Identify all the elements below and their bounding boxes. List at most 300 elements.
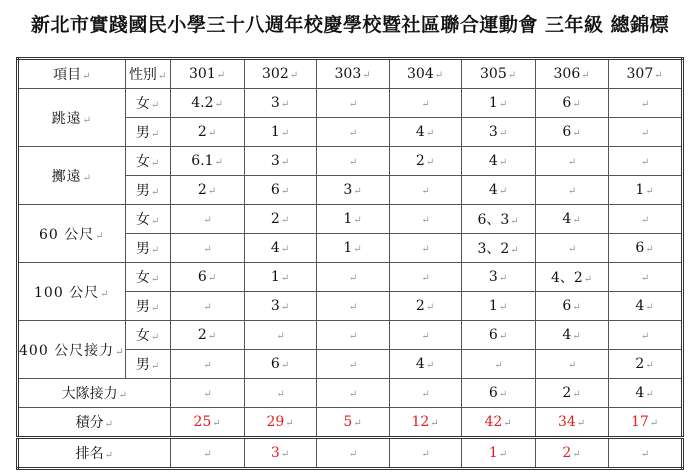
result-cell bbox=[535, 147, 608, 176]
paragraph-mark: ↵ bbox=[498, 128, 508, 139]
result-cell-text: 1 bbox=[488, 95, 498, 111]
score-label bbox=[18, 408, 171, 438]
header-class bbox=[244, 59, 316, 89]
result-cell bbox=[316, 321, 389, 350]
paragraph-mark: ↵ bbox=[421, 215, 430, 226]
result-cell bbox=[608, 263, 682, 292]
paragraph-mark: ↵ bbox=[289, 70, 299, 81]
result-cell bbox=[608, 176, 682, 205]
result-cell-text: 6 bbox=[488, 327, 498, 343]
paragraph-mark: ↵ bbox=[498, 302, 508, 313]
paragraph-mark: ↵ bbox=[207, 273, 217, 284]
result-cell-text: 3 bbox=[488, 124, 498, 140]
result-cell bbox=[170, 118, 244, 147]
paragraph-mark: ↵ bbox=[348, 449, 358, 460]
paragraph-mark: ↵ bbox=[280, 186, 290, 197]
gender-cell bbox=[125, 118, 170, 147]
header-class bbox=[535, 59, 608, 89]
header-class bbox=[389, 59, 461, 89]
result-cell-text: 2 bbox=[197, 182, 207, 198]
result-cell-text: 4 bbox=[488, 182, 498, 198]
result-cell bbox=[170, 176, 244, 205]
result-cell-text: 2 bbox=[635, 356, 645, 372]
paragraph-mark: ↵ bbox=[150, 158, 160, 169]
rank-cell bbox=[535, 438, 608, 469]
event-name bbox=[18, 263, 126, 321]
table-row bbox=[18, 263, 683, 292]
paragraph-mark: ↵ bbox=[280, 215, 290, 226]
paragraph-mark: ↵ bbox=[498, 157, 508, 168]
paragraph-mark: ↵ bbox=[640, 128, 650, 139]
result-cell bbox=[535, 292, 608, 321]
result-cell bbox=[608, 321, 682, 350]
paragraph-mark: ↵ bbox=[115, 346, 125, 358]
paragraph-mark: ↵ bbox=[203, 360, 212, 371]
relay-cell bbox=[244, 379, 316, 408]
result-cell bbox=[170, 234, 244, 263]
result-cell-text: 6 bbox=[562, 124, 572, 140]
result-cell-text: 1 bbox=[343, 211, 353, 227]
paragraph-mark: ↵ bbox=[150, 274, 160, 285]
header-row bbox=[18, 59, 683, 89]
paragraph-mark: ↵ bbox=[353, 418, 362, 429]
result-cell bbox=[316, 350, 389, 379]
header-class-text: 302 bbox=[262, 66, 289, 82]
paragraph-mark: ↵ bbox=[82, 114, 92, 126]
result-cell bbox=[244, 350, 316, 379]
event-name bbox=[18, 89, 126, 147]
result-cell-text: 3 bbox=[270, 153, 280, 169]
result-cell bbox=[316, 234, 389, 263]
paragraph-mark: ↵ bbox=[216, 70, 226, 81]
relay-cell bbox=[316, 379, 389, 408]
paragraph-mark: ↵ bbox=[572, 128, 581, 139]
result-cell bbox=[535, 234, 608, 263]
paragraph-mark: ↵ bbox=[280, 449, 290, 460]
result-cell-text: 1 bbox=[635, 182, 645, 198]
gender-cell-text: 女 bbox=[135, 270, 150, 286]
result-cell bbox=[461, 176, 535, 205]
rank-cell bbox=[608, 438, 682, 469]
paragraph-mark: ↵ bbox=[583, 274, 593, 285]
paragraph-mark: ↵ bbox=[348, 157, 358, 168]
paragraph-mark: ↵ bbox=[640, 215, 650, 226]
gender-cell bbox=[125, 205, 170, 234]
result-cell bbox=[608, 292, 682, 321]
paragraph-mark: ↵ bbox=[567, 360, 577, 371]
result-cell bbox=[244, 292, 316, 321]
result-cell bbox=[316, 263, 389, 292]
result-cell bbox=[316, 292, 389, 321]
score-cell bbox=[535, 408, 608, 438]
result-cell bbox=[389, 176, 461, 205]
relay-cell bbox=[389, 379, 461, 408]
result-cell bbox=[389, 321, 461, 350]
result-cell bbox=[244, 118, 316, 147]
paragraph-mark: ↵ bbox=[645, 186, 654, 197]
result-cell bbox=[170, 321, 244, 350]
paragraph-mark: ↵ bbox=[280, 360, 290, 371]
paragraph-mark: ↵ bbox=[95, 230, 105, 242]
paragraph-mark: ↵ bbox=[572, 449, 581, 460]
table-row bbox=[18, 89, 683, 118]
header-class bbox=[608, 59, 682, 89]
header-class bbox=[170, 59, 244, 89]
paragraph-mark: ↵ bbox=[157, 71, 167, 82]
gender-cell-text: 女 bbox=[135, 328, 150, 344]
result-cell-text: 1 bbox=[270, 124, 280, 140]
result-cell-text: 6 bbox=[562, 95, 572, 111]
result-cell bbox=[244, 234, 316, 263]
paragraph-mark: ↵ bbox=[348, 273, 358, 284]
result-cell bbox=[461, 118, 535, 147]
paragraph-mark: ↵ bbox=[425, 360, 435, 371]
result-cell bbox=[244, 263, 316, 292]
paragraph-mark: ↵ bbox=[421, 389, 430, 400]
event-name-text: 100 公尺 bbox=[34, 284, 100, 301]
score-row bbox=[18, 408, 683, 438]
result-cell-text: 2 bbox=[197, 124, 207, 140]
paragraph-mark: ↵ bbox=[280, 157, 290, 168]
result-cell bbox=[170, 89, 244, 118]
result-cell bbox=[170, 350, 244, 379]
result-cell bbox=[316, 147, 389, 176]
paragraph-mark: ↵ bbox=[348, 128, 358, 139]
score-cell-text: 34 bbox=[557, 414, 576, 430]
paragraph-mark: ↵ bbox=[280, 302, 290, 313]
event-name bbox=[18, 205, 126, 263]
paragraph-mark: ↵ bbox=[353, 186, 362, 197]
relay-cell-text: 4 bbox=[635, 385, 645, 401]
paragraph-mark: ↵ bbox=[503, 418, 512, 429]
result-cell-text: 3 bbox=[488, 269, 498, 285]
table-row bbox=[18, 147, 683, 176]
result-cell bbox=[535, 263, 608, 292]
result-cell bbox=[461, 321, 535, 350]
result-cell bbox=[461, 89, 535, 118]
relay-cell bbox=[461, 379, 535, 408]
paragraph-mark: ↵ bbox=[421, 99, 430, 110]
result-cell-text: 4 bbox=[488, 153, 498, 169]
paragraph-mark: ↵ bbox=[640, 157, 650, 168]
result-cell-text: 2 bbox=[197, 327, 207, 343]
gender-cell-text: 男 bbox=[135, 241, 150, 257]
rank-cell bbox=[170, 438, 244, 469]
paragraph-mark: ↵ bbox=[276, 389, 285, 400]
paragraph-mark: ↵ bbox=[207, 128, 217, 139]
paragraph-mark: ↵ bbox=[510, 245, 519, 256]
result-cell-text: 6.1 bbox=[191, 153, 214, 169]
paragraph-mark: ↵ bbox=[654, 70, 663, 81]
result-cell bbox=[461, 263, 535, 292]
score-cell bbox=[244, 408, 316, 438]
relay-label-text: 大隊接力 bbox=[61, 386, 118, 402]
relay-cell bbox=[170, 379, 244, 408]
rank-label-text: 排名 bbox=[75, 446, 104, 462]
header-class-text: 306 bbox=[553, 66, 581, 82]
header-event-text: 項目 bbox=[53, 67, 82, 83]
paragraph-mark: ↵ bbox=[348, 389, 358, 400]
result-cell bbox=[244, 205, 316, 234]
result-cell bbox=[170, 205, 244, 234]
paragraph-mark: ↵ bbox=[572, 302, 581, 313]
result-cell bbox=[316, 118, 389, 147]
paragraph-mark: ↵ bbox=[150, 332, 160, 343]
result-cell bbox=[170, 147, 244, 176]
result-cell-text: 4 bbox=[635, 298, 645, 314]
paragraph-mark: ↵ bbox=[425, 128, 435, 139]
paragraph-mark: ↵ bbox=[280, 128, 290, 139]
paragraph-mark: ↵ bbox=[100, 288, 110, 300]
result-cell-text: 1 bbox=[270, 269, 280, 285]
result-cell-text: 1 bbox=[488, 298, 498, 314]
table-row bbox=[18, 205, 683, 234]
result-cell-text: 4 bbox=[415, 124, 425, 140]
paragraph-mark: ↵ bbox=[425, 157, 435, 168]
result-cell bbox=[608, 205, 682, 234]
paragraph-mark: ↵ bbox=[150, 216, 160, 227]
paragraph-mark: ↵ bbox=[214, 99, 223, 110]
paragraph-mark: ↵ bbox=[353, 244, 362, 255]
score-label-text: 積分 bbox=[75, 415, 104, 431]
event-name bbox=[18, 147, 126, 205]
result-cell-text: 4 bbox=[415, 356, 425, 372]
result-cell-text: 4.2 bbox=[191, 95, 214, 111]
result-cell-text: 4 bbox=[270, 240, 280, 256]
paragraph-mark: ↵ bbox=[362, 70, 371, 81]
paragraph-mark: ↵ bbox=[581, 70, 590, 81]
paragraph-mark: ↵ bbox=[498, 99, 508, 110]
paragraph-mark: ↵ bbox=[348, 331, 358, 342]
result-cell bbox=[608, 234, 682, 263]
paragraph-mark: ↵ bbox=[348, 99, 358, 110]
paragraph-mark: ↵ bbox=[567, 157, 577, 168]
result-cell-text: 4 bbox=[562, 327, 572, 343]
relay-cell bbox=[608, 379, 682, 408]
result-cell-text: 4 bbox=[562, 211, 572, 227]
rank-cell bbox=[316, 438, 389, 469]
paragraph-mark: ↵ bbox=[207, 186, 217, 197]
paragraph-mark: ↵ bbox=[203, 215, 212, 226]
paragraph-mark: ↵ bbox=[430, 418, 439, 429]
header-gender-text: 性別 bbox=[128, 67, 157, 83]
header-class bbox=[316, 59, 389, 89]
result-cell-text: 2 bbox=[415, 153, 425, 169]
result-cell bbox=[389, 234, 461, 263]
result-cell bbox=[535, 350, 608, 379]
paragraph-mark: ↵ bbox=[567, 186, 577, 197]
result-cell bbox=[535, 321, 608, 350]
gender-cell bbox=[125, 321, 170, 350]
paragraph-mark: ↵ bbox=[645, 389, 654, 400]
gender-cell bbox=[125, 234, 170, 263]
paragraph-mark: ↵ bbox=[203, 449, 212, 460]
score-cell bbox=[389, 408, 461, 438]
gender-cell-text: 男 bbox=[135, 183, 150, 199]
paragraph-mark: ↵ bbox=[203, 244, 212, 255]
paragraph-mark: ↵ bbox=[572, 99, 581, 110]
result-cell bbox=[535, 176, 608, 205]
rank-cell-text: 2 bbox=[562, 445, 572, 461]
paragraph-mark: ↵ bbox=[348, 360, 358, 371]
gender-cell-text: 女 bbox=[135, 154, 150, 170]
paragraph-mark: ↵ bbox=[434, 70, 444, 81]
gender-cell-text: 男 bbox=[135, 299, 150, 315]
gender-cell bbox=[125, 89, 170, 118]
paragraph-mark: ↵ bbox=[203, 389, 212, 400]
relay-row bbox=[18, 379, 683, 408]
result-cell bbox=[608, 147, 682, 176]
header-class-text: 304 bbox=[407, 66, 434, 82]
paragraph-mark: ↵ bbox=[104, 450, 113, 461]
relay-cell bbox=[535, 379, 608, 408]
paragraph-mark: ↵ bbox=[421, 449, 430, 460]
result-cell bbox=[170, 263, 244, 292]
result-cell bbox=[461, 350, 535, 379]
result-cell-text: 3 bbox=[343, 182, 353, 198]
paragraph-mark: ↵ bbox=[640, 273, 650, 284]
result-cell-text: 6、3 bbox=[477, 212, 510, 228]
relay-cell-text: 6 bbox=[488, 385, 498, 401]
result-cell bbox=[244, 176, 316, 205]
header-class-text: 307 bbox=[626, 66, 654, 82]
paragraph-mark: ↵ bbox=[645, 360, 654, 371]
paragraph-mark: ↵ bbox=[150, 303, 160, 314]
paragraph-mark: ↵ bbox=[649, 418, 659, 429]
result-cell bbox=[608, 89, 682, 118]
paragraph-mark: ↵ bbox=[572, 215, 581, 226]
paragraph-mark: ↵ bbox=[572, 331, 581, 342]
score-cell-text: 42 bbox=[484, 414, 503, 430]
paragraph-mark: ↵ bbox=[276, 331, 285, 342]
paragraph-mark: ↵ bbox=[421, 244, 430, 255]
result-cell bbox=[316, 89, 389, 118]
header-event bbox=[18, 59, 126, 89]
paragraph-mark: ↵ bbox=[150, 129, 160, 140]
document-title: 新北市實踐國民小學三十八週年校慶學校暨社區聯合運動會 三年級 總錦標 bbox=[30, 14, 670, 36]
result-cell bbox=[389, 118, 461, 147]
result-cell bbox=[461, 234, 535, 263]
score-cell bbox=[316, 408, 389, 438]
event-name-text: 400 公尺接力 bbox=[19, 342, 115, 359]
result-cell bbox=[389, 205, 461, 234]
result-cell bbox=[608, 118, 682, 147]
gender-cell-text: 女 bbox=[135, 212, 150, 228]
paragraph-mark: ↵ bbox=[510, 216, 519, 227]
result-cell bbox=[389, 350, 461, 379]
paragraph-mark: ↵ bbox=[207, 331, 217, 342]
gender-cell bbox=[125, 292, 170, 321]
score-cell bbox=[170, 408, 244, 438]
score-cell-text: 5 bbox=[343, 414, 353, 430]
result-cell-text: 3、2 bbox=[477, 241, 510, 257]
paragraph-mark: ↵ bbox=[150, 187, 160, 198]
result-cell-text: 6 bbox=[562, 298, 572, 314]
result-cell bbox=[170, 292, 244, 321]
result-cell-text: 3 bbox=[270, 95, 280, 111]
header-class-text: 301 bbox=[189, 66, 216, 82]
paragraph-mark: ↵ bbox=[640, 331, 650, 342]
paragraph-mark: ↵ bbox=[425, 302, 435, 313]
header-class-text: 305 bbox=[480, 66, 507, 82]
gender-cell bbox=[125, 147, 170, 176]
paragraph-mark: ↵ bbox=[214, 157, 223, 168]
paragraph-mark: ↵ bbox=[280, 99, 290, 110]
header-gender bbox=[125, 59, 170, 89]
header-class bbox=[461, 59, 535, 89]
paragraph-mark: ↵ bbox=[498, 186, 508, 197]
paragraph-mark: ↵ bbox=[421, 331, 430, 342]
score-cell-text: 25 bbox=[193, 414, 212, 430]
result-cell-text: 2 bbox=[415, 298, 425, 314]
result-cell bbox=[535, 118, 608, 147]
event-name-text: 跳遠 bbox=[51, 110, 82, 127]
rank-cell bbox=[461, 438, 535, 469]
score-cell-text: 17 bbox=[630, 414, 649, 430]
score-table bbox=[16, 57, 684, 470]
paragraph-mark: ↵ bbox=[104, 419, 113, 430]
result-cell bbox=[535, 89, 608, 118]
paragraph-mark: ↵ bbox=[150, 100, 160, 111]
result-cell-text: 6 bbox=[270, 356, 280, 372]
result-cell bbox=[244, 147, 316, 176]
result-cell-text: 2 bbox=[270, 211, 280, 227]
paragraph-mark: ↵ bbox=[203, 302, 212, 313]
paragraph-mark: ↵ bbox=[645, 302, 654, 313]
paragraph-mark: ↵ bbox=[498, 273, 508, 284]
paragraph-mark: ↵ bbox=[118, 390, 127, 401]
result-cell bbox=[389, 263, 461, 292]
paragraph-mark: ↵ bbox=[82, 71, 91, 82]
result-cell bbox=[389, 147, 461, 176]
event-name-text: 擲遠 bbox=[51, 168, 82, 185]
score-cell bbox=[608, 408, 682, 438]
paragraph-mark: ↵ bbox=[640, 99, 650, 110]
rank-row bbox=[18, 438, 683, 469]
gender-cell-text: 女 bbox=[135, 96, 150, 112]
relay-cell-text: 2 bbox=[562, 385, 572, 401]
rank-cell bbox=[244, 438, 316, 469]
paragraph-mark: ↵ bbox=[507, 70, 517, 81]
paragraph-mark: ↵ bbox=[421, 186, 430, 197]
result-cell bbox=[461, 292, 535, 321]
paragraph-mark: ↵ bbox=[576, 418, 586, 429]
result-cell bbox=[244, 321, 316, 350]
score-cell-text: 29 bbox=[266, 414, 285, 430]
result-cell bbox=[461, 205, 535, 234]
paragraph-mark: ↵ bbox=[498, 389, 508, 400]
relay-label bbox=[18, 379, 171, 408]
paragraph-mark: ↵ bbox=[498, 449, 508, 460]
gender-cell bbox=[125, 176, 170, 205]
score-cell bbox=[461, 408, 535, 438]
paragraph-mark: ↵ bbox=[421, 273, 430, 284]
paragraph-mark: ↵ bbox=[280, 244, 290, 255]
rank-label bbox=[18, 438, 171, 469]
paragraph-mark: ↵ bbox=[150, 361, 160, 372]
score-cell-text: 12 bbox=[411, 414, 430, 430]
result-cell-text: 1 bbox=[343, 240, 353, 256]
event-name bbox=[18, 321, 126, 379]
result-cell-text: 6 bbox=[635, 240, 645, 256]
result-cell bbox=[535, 205, 608, 234]
result-cell-text: 6 bbox=[197, 269, 207, 285]
result-cell bbox=[316, 176, 389, 205]
result-cell-text: 6 bbox=[270, 182, 280, 198]
result-cell bbox=[608, 350, 682, 379]
gender-cell-text: 男 bbox=[135, 357, 150, 373]
rank-cell-text: 3 bbox=[270, 445, 280, 461]
